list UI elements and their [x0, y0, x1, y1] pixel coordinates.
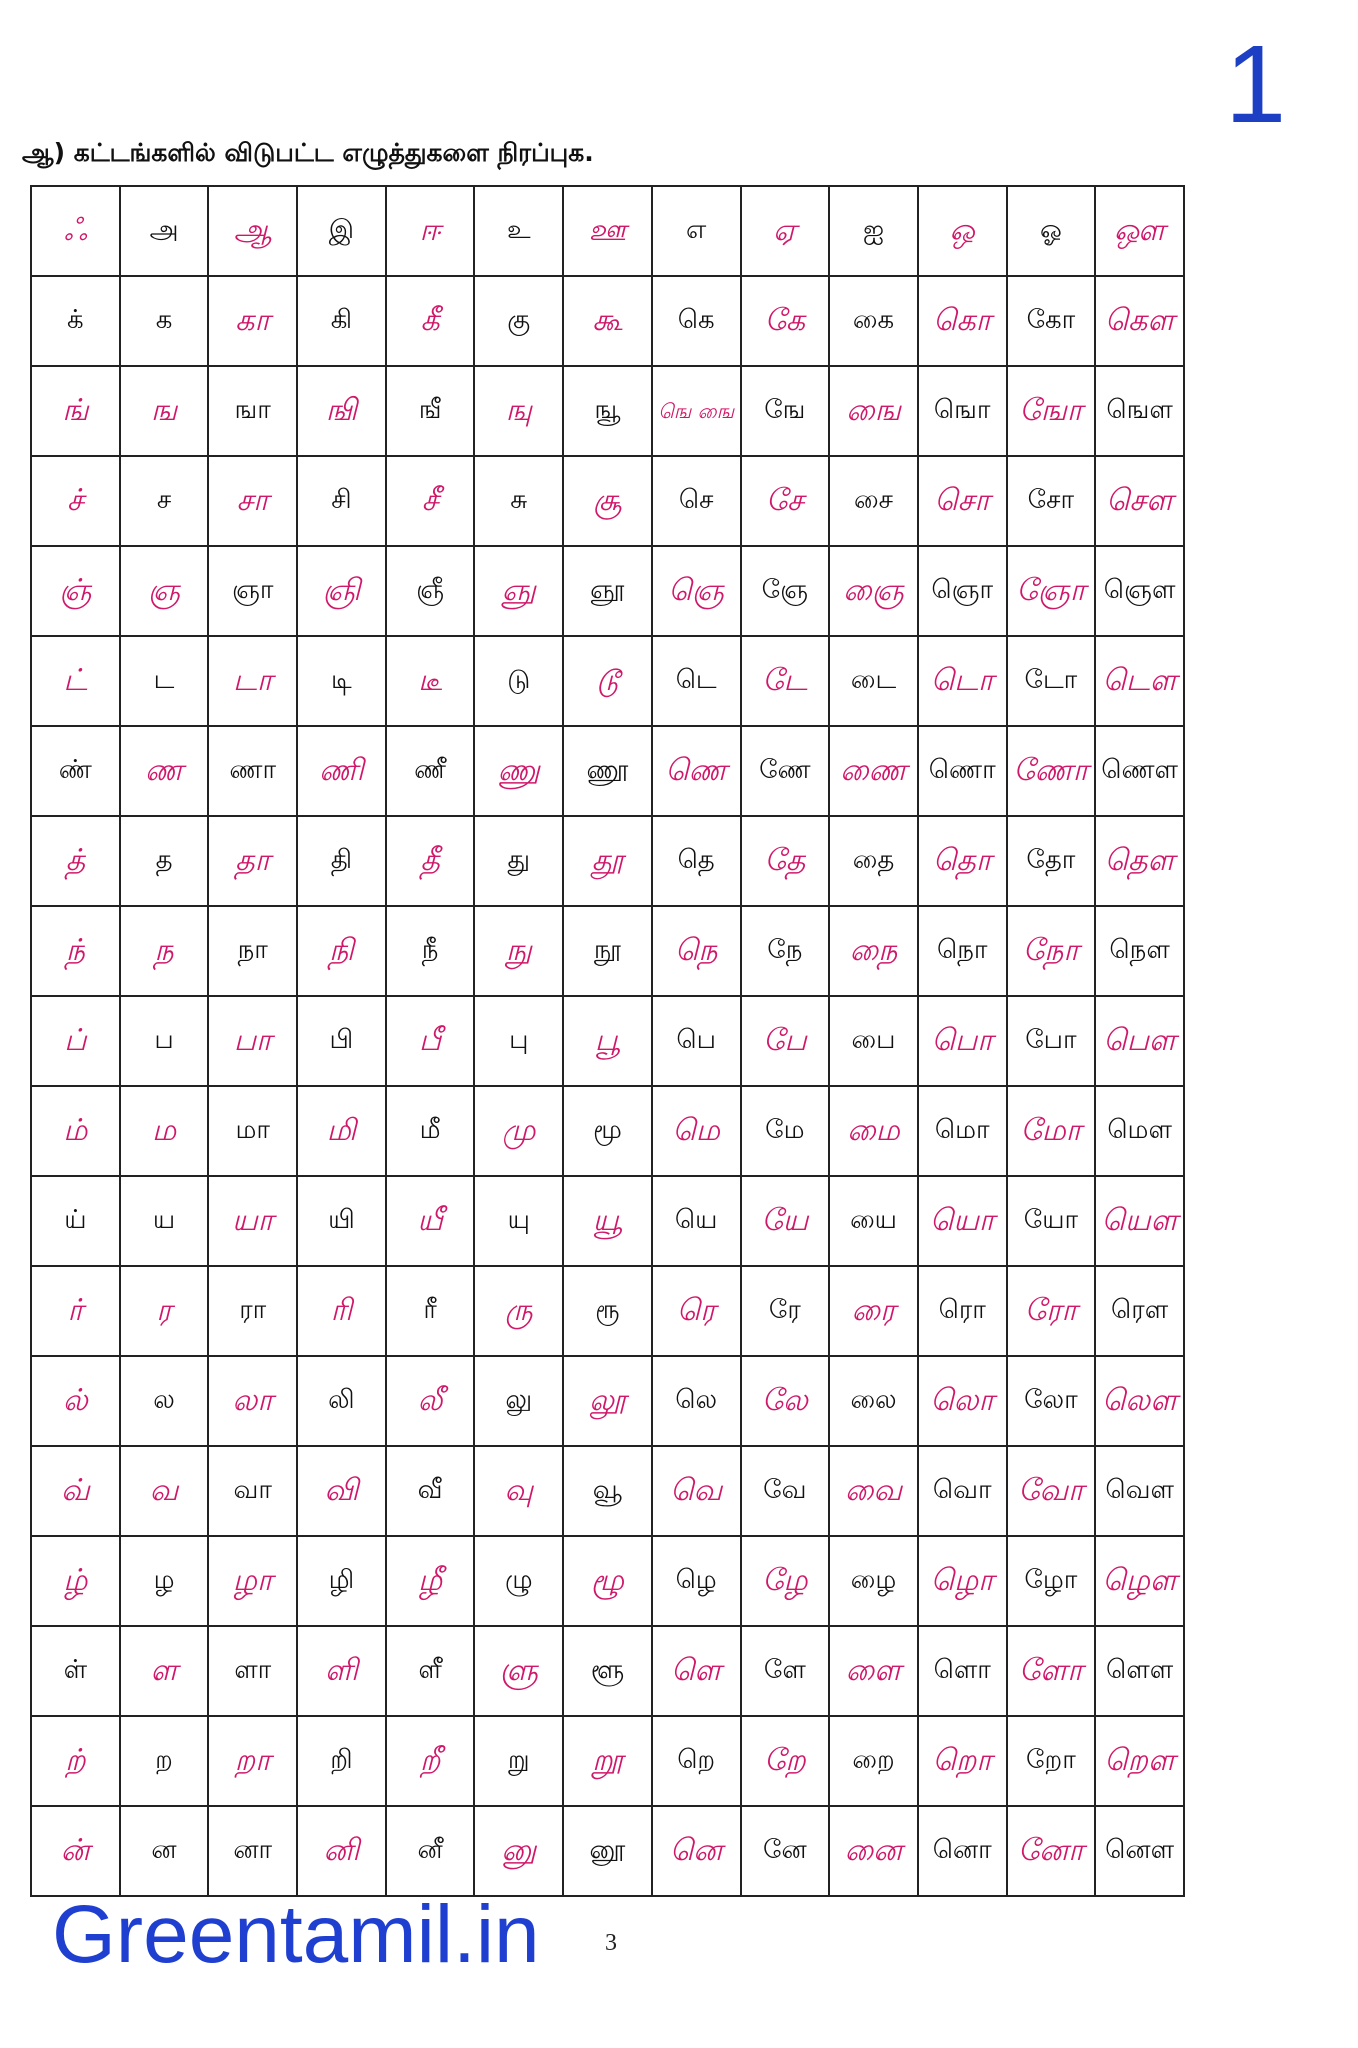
handwritten-letter-cell: ரெ — [652, 1266, 741, 1356]
printed-letter-cell: ஙே — [741, 366, 830, 456]
printed-letter-cell: அ — [120, 186, 209, 276]
printed-letter-cell: ஞா — [208, 546, 297, 636]
handwritten-letter-cell: ப் — [31, 996, 120, 1086]
handwritten-letter-cell: ழ் — [31, 1536, 120, 1626]
handwritten-letter-cell: ழா — [208, 1536, 297, 1626]
printed-letter-cell: லு — [474, 1356, 563, 1446]
printed-letter-cell: ணொ — [918, 726, 1007, 816]
printed-letter-cell: லெ — [652, 1356, 741, 1446]
handwritten-letter-cell: றா — [208, 1716, 297, 1806]
handwritten-letter-cell: னு — [474, 1806, 563, 1896]
grid-row — [31, 1266, 1184, 1356]
printed-letter-cell: போ — [1007, 996, 1096, 1086]
handwritten-letter-cell: சா — [208, 456, 297, 546]
printed-letter-cell: ழு — [474, 1536, 563, 1626]
handwritten-letter-cell: தே — [741, 816, 830, 906]
printed-letter-cell: ரௌ — [1095, 1266, 1184, 1356]
printed-letter-cell: ணௌ — [1095, 726, 1184, 816]
handwritten-letter-cell: ழூ — [563, 1536, 652, 1626]
instruction-heading: ஆ) கட்டங்களில் விடுபட்ட எழுத்துகளை நிரப்புக. — [22, 138, 594, 167]
handwritten-letter-cell: றௌ — [1095, 1716, 1184, 1806]
handwritten-letter-cell: றூ — [563, 1716, 652, 1806]
printed-letter-cell: பு — [474, 996, 563, 1086]
grid-row — [31, 1176, 1184, 1266]
handwritten-letter-cell: ஞெ — [652, 546, 741, 636]
printed-letter-cell: மா — [208, 1086, 297, 1176]
printed-letter-cell: து — [474, 816, 563, 906]
handwritten-letter-cell: லொ — [918, 1356, 1007, 1446]
handwritten-letter-cell: ர — [120, 1266, 209, 1356]
handwritten-letter-cell: வ — [120, 1446, 209, 1536]
handwritten-letter-cell: ஞ் — [31, 546, 120, 636]
printed-letter-cell: டி — [297, 636, 386, 726]
handwritten-letter-cell: யே — [741, 1176, 830, 1266]
printed-letter-cell: ல — [120, 1356, 209, 1446]
printed-letter-cell: னீ — [386, 1806, 475, 1896]
handwritten-letter-cell: டூ — [563, 636, 652, 726]
printed-letter-cell: வீ — [386, 1446, 475, 1536]
printed-letter-cell: னூ — [563, 1806, 652, 1896]
printed-letter-cell: கெ — [652, 276, 741, 366]
printed-letter-cell: செ — [652, 456, 741, 546]
handwritten-letter-cell: டீ — [386, 636, 475, 726]
printed-letter-cell: கோ — [1007, 276, 1096, 366]
printed-letter-cell: இ — [297, 186, 386, 276]
handwritten-letter-cell: மோ — [1007, 1086, 1096, 1176]
handwritten-letter-cell: ம — [120, 1086, 209, 1176]
handwritten-letter-cell: கூ — [563, 276, 652, 366]
handwritten-letter-cell: வோ — [1007, 1446, 1096, 1536]
printed-letter-cell: ஙொ — [918, 366, 1007, 456]
printed-letter-cell: வொ — [918, 1446, 1007, 1536]
printed-letter-cell: டோ — [1007, 636, 1096, 726]
handwritten-letter-cell: வெ — [652, 1446, 741, 1536]
handwritten-letter-cell: ணோ — [1007, 726, 1096, 816]
letter-grid-body — [31, 186, 1184, 1896]
handwritten-letter-cell: ஃ — [31, 186, 120, 276]
handwritten-letter-cell: ஙி — [297, 366, 386, 456]
printed-letter-cell: வூ — [563, 1446, 652, 1536]
handwritten-letter-cell: ங — [120, 366, 209, 456]
printed-letter-cell: மே — [741, 1086, 830, 1176]
handwritten-letter-cell: டே — [741, 636, 830, 726]
handwritten-letter-cell: ஞோ — [1007, 546, 1096, 636]
printed-letter-cell: க — [120, 276, 209, 366]
printed-letter-cell: ணூ — [563, 726, 652, 816]
handwritten-letter-cell: ணை — [829, 726, 918, 816]
printed-letter-cell: ஙௌ — [1095, 366, 1184, 456]
handwritten-letter-cell: யௌ — [1095, 1176, 1184, 1266]
printed-letter-cell: சு — [474, 456, 563, 546]
handwritten-letter-cell: ஈ — [386, 186, 475, 276]
handwritten-letter-cell: சே — [741, 456, 830, 546]
grid-row — [31, 636, 1184, 726]
printed-letter-cell: நே — [741, 906, 830, 996]
handwritten-letter-cell: வு — [474, 1446, 563, 1536]
printed-letter-cell: ஞொ — [918, 546, 1007, 636]
printed-letter-cell: று — [474, 1716, 563, 1806]
printed-letter-cell: ய — [120, 1176, 209, 1266]
printed-letter-cell: ளீ — [386, 1626, 475, 1716]
printed-letter-cell: ரீ — [386, 1266, 475, 1356]
printed-letter-cell: ளொ — [918, 1626, 1007, 1716]
handwritten-letter-cell: த் — [31, 816, 120, 906]
printed-letter-cell: ஙா — [208, 366, 297, 456]
printed-letter-cell: வௌ — [1095, 1446, 1184, 1536]
printed-letter-cell: ஞே — [741, 546, 830, 636]
printed-letter-cell: னௌ — [1095, 1806, 1184, 1896]
printed-letter-cell: மௌ — [1095, 1086, 1184, 1176]
handwritten-letter-cell: ம் — [31, 1086, 120, 1176]
handwritten-letter-cell: ணு — [474, 726, 563, 816]
printed-letter-cell: ளா — [208, 1626, 297, 1716]
handwritten-letter-cell: சூ — [563, 456, 652, 546]
printed-letter-cell: யெ — [652, 1176, 741, 1266]
printed-letter-cell: கு — [474, 276, 563, 366]
grid-row — [31, 546, 1184, 636]
handwritten-letter-cell: பீ — [386, 996, 475, 1086]
handwritten-letter-cell: ஙெ ஙை — [652, 366, 741, 456]
page-number: 1 — [1225, 23, 1287, 146]
handwritten-letter-cell: ர் — [31, 1266, 120, 1356]
printed-letter-cell: னே — [741, 1806, 830, 1896]
handwritten-letter-cell: ன் — [31, 1806, 120, 1896]
handwritten-letter-cell: ளோ — [1007, 1626, 1096, 1716]
handwritten-letter-cell: மெ — [652, 1086, 741, 1176]
handwritten-letter-cell: நெ — [652, 906, 741, 996]
printed-letter-cell: டெ — [652, 636, 741, 726]
handwritten-letter-cell: யொ — [918, 1176, 1007, 1266]
printed-letter-cell: ழோ — [1007, 1536, 1096, 1626]
printed-letter-cell: ப — [120, 996, 209, 1086]
grid-row — [31, 816, 1184, 906]
printed-letter-cell: பை — [829, 996, 918, 1086]
printed-letter-cell: ழி — [297, 1536, 386, 1626]
printed-letter-cell: ளௌ — [1095, 1626, 1184, 1716]
printed-letter-cell: லி — [297, 1356, 386, 1446]
handwritten-letter-cell: ழௌ — [1095, 1536, 1184, 1626]
printed-letter-cell: யோ — [1007, 1176, 1096, 1266]
handwritten-letter-cell: ஙோ — [1007, 366, 1096, 456]
grid-row — [31, 1806, 1184, 1896]
printed-letter-cell: மொ — [918, 1086, 1007, 1176]
handwritten-letter-cell: ளி — [297, 1626, 386, 1716]
handwritten-letter-cell: ஙை — [829, 366, 918, 456]
handwritten-letter-cell: லே — [741, 1356, 830, 1446]
printed-letter-cell: உ — [474, 186, 563, 276]
handwritten-letter-cell: கே — [741, 276, 830, 366]
handwritten-letter-cell: மி — [297, 1086, 386, 1176]
tamil-letter-grid — [30, 185, 1185, 1897]
grid-row — [31, 456, 1184, 546]
printed-letter-cell: றி — [297, 1716, 386, 1806]
handwritten-letter-cell: நோ — [1007, 906, 1096, 996]
site-brand: Greentamil.in — [52, 1889, 540, 1980]
handwritten-letter-cell: ழீ — [386, 1536, 475, 1626]
handwritten-letter-cell: சொ — [918, 456, 1007, 546]
printed-letter-cell: வா — [208, 1446, 297, 1536]
handwritten-letter-cell: ளை — [829, 1626, 918, 1716]
handwritten-letter-cell: ழே — [741, 1536, 830, 1626]
printed-letter-cell: றை — [829, 1716, 918, 1806]
handwritten-letter-cell: வி — [297, 1446, 386, 1536]
handwritten-letter-cell: பொ — [918, 996, 1007, 1086]
printed-letter-cell: ரா — [208, 1266, 297, 1356]
printed-letter-cell: ய் — [31, 1176, 120, 1266]
printed-letter-cell: டை — [829, 636, 918, 726]
printed-letter-cell: றோ — [1007, 1716, 1096, 1806]
handwritten-letter-cell: யூ — [563, 1176, 652, 1266]
grid-row — [31, 186, 1184, 276]
handwritten-letter-cell: ள — [120, 1626, 209, 1716]
printed-letter-cell: ணே — [741, 726, 830, 816]
handwritten-letter-cell: ட் — [31, 636, 120, 726]
handwritten-letter-cell: ரை — [829, 1266, 918, 1356]
handwritten-letter-cell: றே — [741, 1716, 830, 1806]
grid-row — [31, 1536, 1184, 1626]
printed-letter-cell: த — [120, 816, 209, 906]
printed-letter-cell: க் — [31, 276, 120, 366]
printed-letter-cell: நொ — [918, 906, 1007, 996]
printed-letter-cell: நா — [208, 906, 297, 996]
handwritten-letter-cell: கா — [208, 276, 297, 366]
handwritten-letter-cell: டௌ — [1095, 636, 1184, 726]
handwritten-letter-cell: ச் — [31, 456, 120, 546]
printed-letter-cell: றெ — [652, 1716, 741, 1806]
printed-letter-cell: ளூ — [563, 1626, 652, 1716]
grid-row — [31, 1086, 1184, 1176]
handwritten-letter-cell: ஞி — [297, 546, 386, 636]
handwritten-letter-cell: ரி — [297, 1266, 386, 1356]
printed-letter-cell: லை — [829, 1356, 918, 1446]
printed-letter-cell: ஐ — [829, 186, 918, 276]
printed-letter-cell: ணீ — [386, 726, 475, 816]
handwritten-letter-cell: கொ — [918, 276, 1007, 366]
printed-letter-cell: பெ — [652, 996, 741, 1086]
handwritten-letter-cell: றீ — [386, 1716, 475, 1806]
printed-letter-cell: யி — [297, 1176, 386, 1266]
printed-letter-cell: சோ — [1007, 456, 1096, 546]
handwritten-letter-cell: யீ — [386, 1176, 475, 1266]
printed-letter-cell: மீ — [386, 1086, 475, 1176]
handwritten-letter-cell: கௌ — [1095, 276, 1184, 366]
handwritten-letter-cell: ல் — [31, 1356, 120, 1446]
printed-letter-cell: வே — [741, 1446, 830, 1536]
printed-letter-cell: கி — [297, 276, 386, 366]
handwritten-letter-cell: றொ — [918, 1716, 1007, 1806]
handwritten-letter-cell: லூ — [563, 1356, 652, 1446]
handwritten-letter-cell: தொ — [918, 816, 1007, 906]
handwritten-letter-cell: ணெ — [652, 726, 741, 816]
grid-row — [31, 276, 1184, 366]
printed-letter-cell: ரொ — [918, 1266, 1007, 1356]
printed-letter-cell: கை — [829, 276, 918, 366]
handwritten-letter-cell: பா — [208, 996, 297, 1086]
handwritten-letter-cell: தீ — [386, 816, 475, 906]
handwritten-letter-cell: ஊ — [563, 186, 652, 276]
printed-letter-cell: யு — [474, 1176, 563, 1266]
printed-letter-cell: ரே — [741, 1266, 830, 1356]
grid-row — [31, 906, 1184, 996]
handwritten-letter-cell: ஞை — [829, 546, 918, 636]
handwritten-letter-cell: ற் — [31, 1716, 120, 1806]
printed-letter-cell: ள் — [31, 1626, 120, 1716]
printed-letter-cell: ன — [120, 1806, 209, 1896]
printed-letter-cell: தோ — [1007, 816, 1096, 906]
handwritten-letter-cell: லா — [208, 1356, 297, 1446]
handwritten-letter-cell: னி — [297, 1806, 386, 1896]
handwritten-letter-cell: நி — [297, 906, 386, 996]
handwritten-letter-cell: ஔ — [1095, 186, 1184, 276]
printed-letter-cell: தெ — [652, 816, 741, 906]
handwritten-letter-cell: ணி — [297, 726, 386, 816]
grid-row — [31, 366, 1184, 456]
printed-letter-cell: னொ — [918, 1806, 1007, 1896]
printed-letter-cell: சை — [829, 456, 918, 546]
handwritten-letter-cell: தா — [208, 816, 297, 906]
printed-letter-cell: பி — [297, 996, 386, 1086]
handwritten-letter-cell: ஆ — [208, 186, 297, 276]
grid-row — [31, 996, 1184, 1086]
handwritten-letter-cell: யா — [208, 1176, 297, 1266]
printed-letter-cell: ட — [120, 636, 209, 726]
printed-letter-cell: சி — [297, 456, 386, 546]
printed-letter-cell: நௌ — [1095, 906, 1184, 996]
handwritten-letter-cell: பௌ — [1095, 996, 1184, 1086]
handwritten-letter-cell: பே — [741, 996, 830, 1086]
printed-letter-cell: எ — [652, 186, 741, 276]
handwritten-letter-cell: ண — [120, 726, 209, 816]
grid-row — [31, 1716, 1184, 1806]
handwritten-letter-cell: னெ — [652, 1806, 741, 1896]
handwritten-letter-cell: சீ — [386, 456, 475, 546]
footer-page-number: 3 — [605, 1930, 617, 1956]
handwritten-letter-cell: ந — [120, 906, 209, 996]
handwritten-letter-cell: ஏ — [741, 186, 830, 276]
printed-letter-cell: ளே — [741, 1626, 830, 1716]
handwritten-letter-cell: டா — [208, 636, 297, 726]
printed-letter-cell: ழ — [120, 1536, 209, 1626]
printed-letter-cell: ஙூ — [563, 366, 652, 456]
handwritten-letter-cell: ரோ — [1007, 1266, 1096, 1356]
handwritten-letter-cell: லீ — [386, 1356, 475, 1446]
printed-letter-cell: நூ — [563, 906, 652, 996]
handwritten-letter-cell: வை — [829, 1446, 918, 1536]
printed-letter-cell: னா — [208, 1806, 297, 1896]
printed-letter-cell: தை — [829, 816, 918, 906]
handwritten-letter-cell: கீ — [386, 276, 475, 366]
handwritten-letter-cell: நை — [829, 906, 918, 996]
handwritten-letter-cell: ளெ — [652, 1626, 741, 1716]
handwritten-letter-cell: ஙு — [474, 366, 563, 456]
printed-letter-cell: யை — [829, 1176, 918, 1266]
printed-letter-cell: ஞீ — [386, 546, 475, 636]
handwritten-letter-cell: ஞு — [474, 546, 563, 636]
printed-letter-cell: ழெ — [652, 1536, 741, 1626]
handwritten-letter-cell: நு — [474, 906, 563, 996]
handwritten-letter-cell: மு — [474, 1086, 563, 1176]
handwritten-letter-cell: னோ — [1007, 1806, 1096, 1896]
printed-letter-cell: நீ — [386, 906, 475, 996]
grid-row — [31, 726, 1184, 816]
handwritten-letter-cell: வ் — [31, 1446, 120, 1536]
handwritten-letter-cell: டொ — [918, 636, 1007, 726]
printed-letter-cell: ஞௌ — [1095, 546, 1184, 636]
printed-letter-cell: ழை — [829, 1536, 918, 1626]
handwritten-letter-cell: ளு — [474, 1626, 563, 1716]
handwritten-letter-cell: ழொ — [918, 1536, 1007, 1626]
handwritten-letter-cell: ரு — [474, 1266, 563, 1356]
printed-letter-cell: லோ — [1007, 1356, 1096, 1446]
printed-letter-cell: ணா — [208, 726, 297, 816]
handwritten-letter-cell: ஞ — [120, 546, 209, 636]
handwritten-letter-cell: சௌ — [1095, 456, 1184, 546]
printed-letter-cell: ச — [120, 456, 209, 546]
handwritten-letter-cell: ங் — [31, 366, 120, 456]
printed-letter-cell: மூ — [563, 1086, 652, 1176]
handwritten-letter-cell: ஒ — [918, 186, 1007, 276]
printed-letter-cell: ண் — [31, 726, 120, 816]
handwritten-letter-cell: பூ — [563, 996, 652, 1086]
grid-row — [31, 1446, 1184, 1536]
printed-letter-cell: ஞூ — [563, 546, 652, 636]
grid-row — [31, 1626, 1184, 1716]
handwritten-letter-cell: தூ — [563, 816, 652, 906]
handwritten-letter-cell: தௌ — [1095, 816, 1184, 906]
handwritten-letter-cell: மை — [829, 1086, 918, 1176]
printed-letter-cell: ற — [120, 1716, 209, 1806]
printed-letter-cell: ரூ — [563, 1266, 652, 1356]
printed-letter-cell: ஓ — [1007, 186, 1096, 276]
printed-letter-cell: தி — [297, 816, 386, 906]
printed-letter-cell: ஙீ — [386, 366, 475, 456]
handwritten-letter-cell: னை — [829, 1806, 918, 1896]
grid-row — [31, 1356, 1184, 1446]
printed-letter-cell: டு — [474, 636, 563, 726]
handwritten-letter-cell: ந் — [31, 906, 120, 996]
handwritten-letter-cell: லௌ — [1095, 1356, 1184, 1446]
